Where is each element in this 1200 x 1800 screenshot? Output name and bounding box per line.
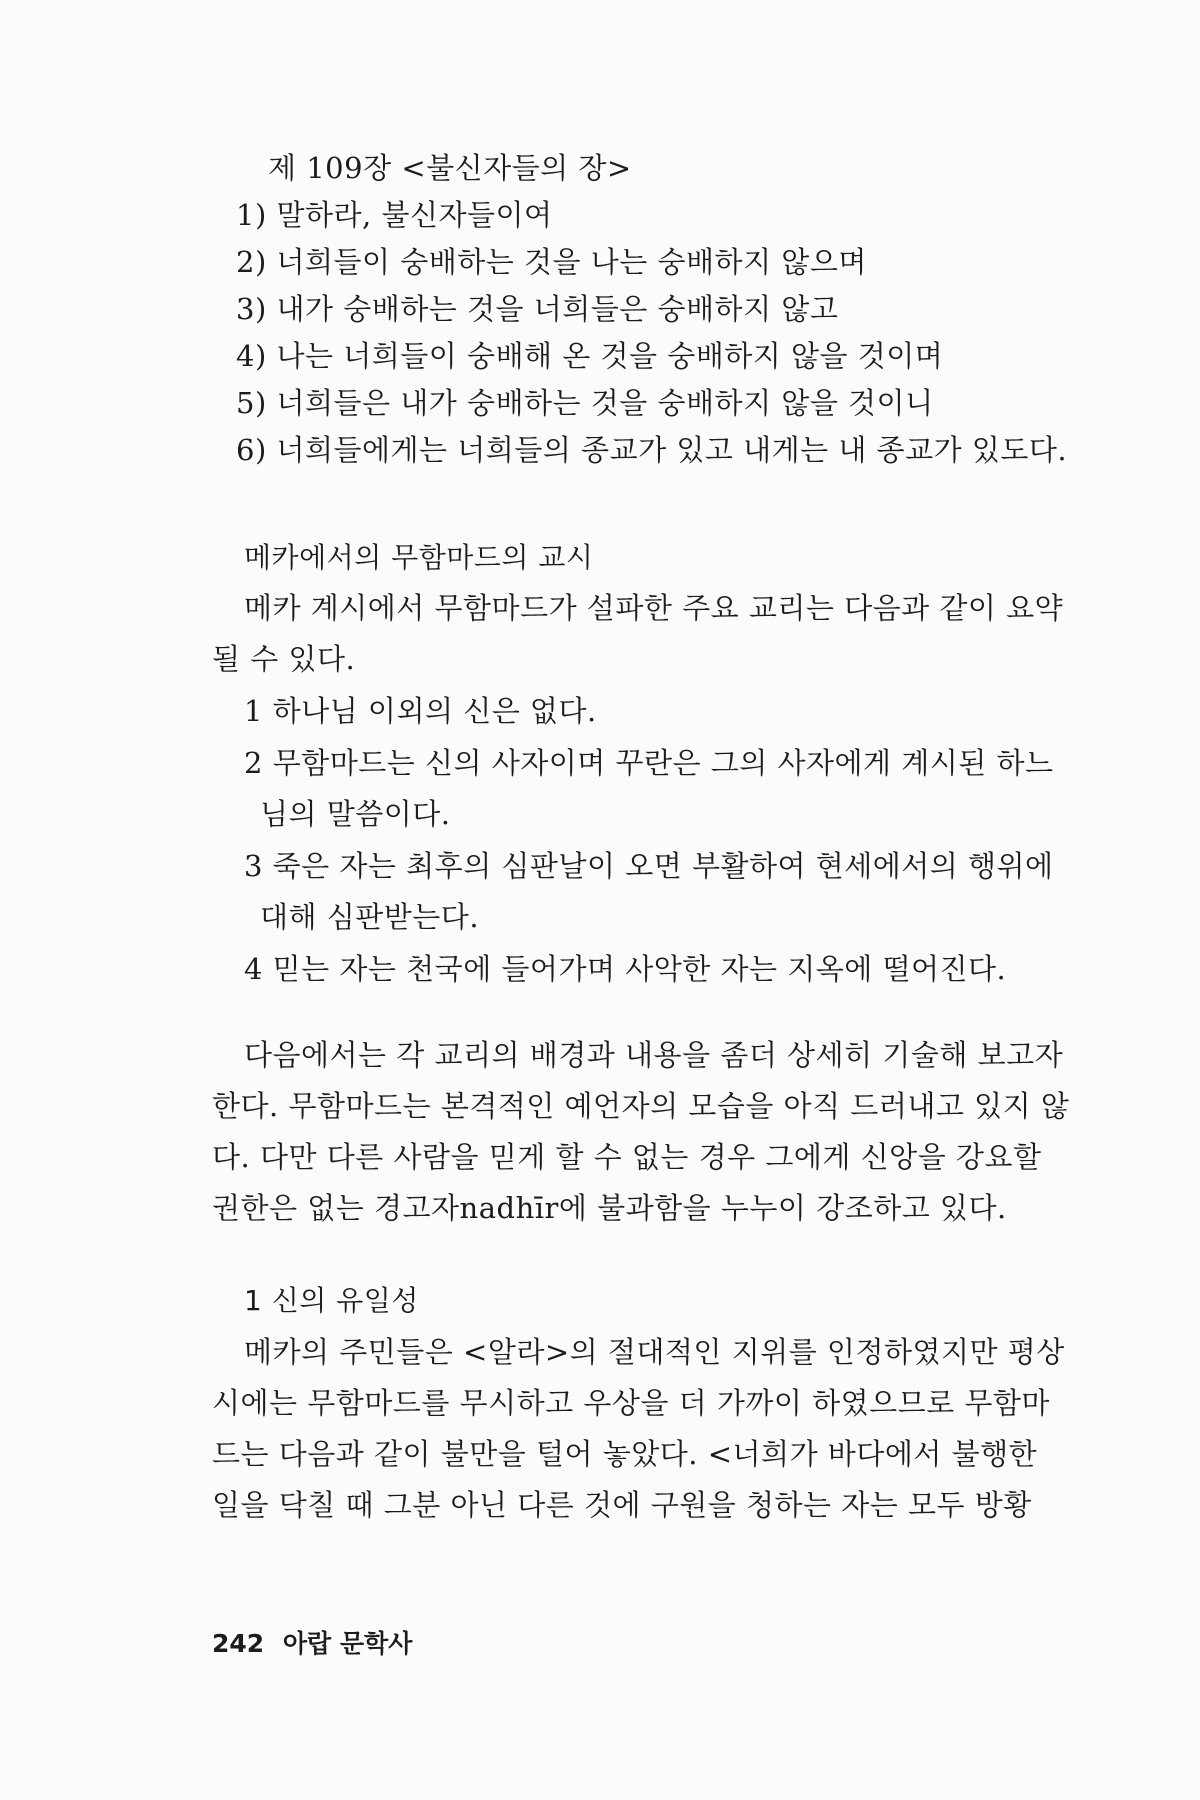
paragraph-line (244, 590, 1064, 626)
section-heading: 메카에서의 무함마드의 교시 (244, 541, 594, 574)
doctrine-line: 대해 심판받는다. (260, 900, 480, 934)
doctrine-line: 1 하나님 이외의 신은 없다. (244, 694, 597, 728)
doctrine-line: 2 무함마드는 신의 사자이며 꾸란은 그의 사자에게 계시된 하느 (244, 746, 1054, 780)
paragraph-line: 시에는 무함마드를 무시하고 우상을 더 가까이 하였으므로 무함마 (212, 1386, 1050, 1420)
verse-line: 2) 너희들이 숭배하는 것을 나는 숭배하지 않으며 (236, 245, 867, 279)
book-title: 아랍 문학사 (282, 1629, 413, 1658)
paragraph-line: 다. 다만 다른 사람을 믿게 할 수 없는 경우 그에게 신앙을 강요할 (212, 1140, 1042, 1174)
verse-line: 5) 너희들은 내가 숭배하는 것을 숭배하지 않을 것이니 (236, 386, 934, 420)
doctrine-line: 3 죽은 자는 최후의 심판날이 오면 부활하여 현세에서의 행위에 (244, 849, 1054, 883)
verse-line: 1) 말하라, 불신자들이여 (236, 198, 553, 232)
doctrine-line: 4 믿는 자는 천국에 들어가며 사악한 자는 지옥에 떨어진다. (244, 952, 1007, 986)
verse-line: 6) 너희들에게는 너희들의 종교가 있고 내게는 내 종교가 있도다. (236, 433, 1068, 467)
page-footer (212, 1624, 412, 1660)
paragraph-line: 될 수 있다. (212, 642, 356, 676)
verse-line: 3) 내가 숭배하는 것을 너희들은 숭배하지 않고 (236, 292, 839, 326)
paragraph-line: 권한은 없는 경고자nadhīr에 불과함을 누누이 강조하고 있다. (212, 1191, 1007, 1225)
page-number: 242 (212, 1629, 265, 1658)
paragraph-line: 드는 다음과 같이 불만을 털어 놓았다. <너희가 바다에서 불행한 (212, 1437, 1038, 1471)
paragraph-line: 일을 닥칠 때 그분 아닌 다른 것에 구원을 청하는 자는 모두 방황 (212, 1488, 1032, 1522)
chapter-title: 제 109장 <불신자들의 장> (268, 151, 632, 185)
paragraph-text: 메카 계시에서 무함마드가 설파한 주요 교리는 다음과 같이 요약 (244, 591, 1064, 625)
verse-line: 4) 나는 너희들이 숭배해 온 것을 숭배하지 않을 것이며 (236, 339, 944, 373)
doctrine-line: 님의 말씀이다. (260, 797, 451, 831)
paragraph-line: 한다. 무함마드는 본격적인 예언자의 모습을 아직 드러내고 있지 않 (212, 1089, 1070, 1123)
paragraph-line: 다음에서는 각 교리의 배경과 내용을 좀더 상세히 기술해 보고자 (244, 1038, 1064, 1072)
paragraph-line: 메카의 주민들은 <알라>의 절대적인 지위를 인정하였지만 평상 (244, 1335, 1065, 1369)
section-heading: 1 신의 유일성 (244, 1284, 419, 1317)
